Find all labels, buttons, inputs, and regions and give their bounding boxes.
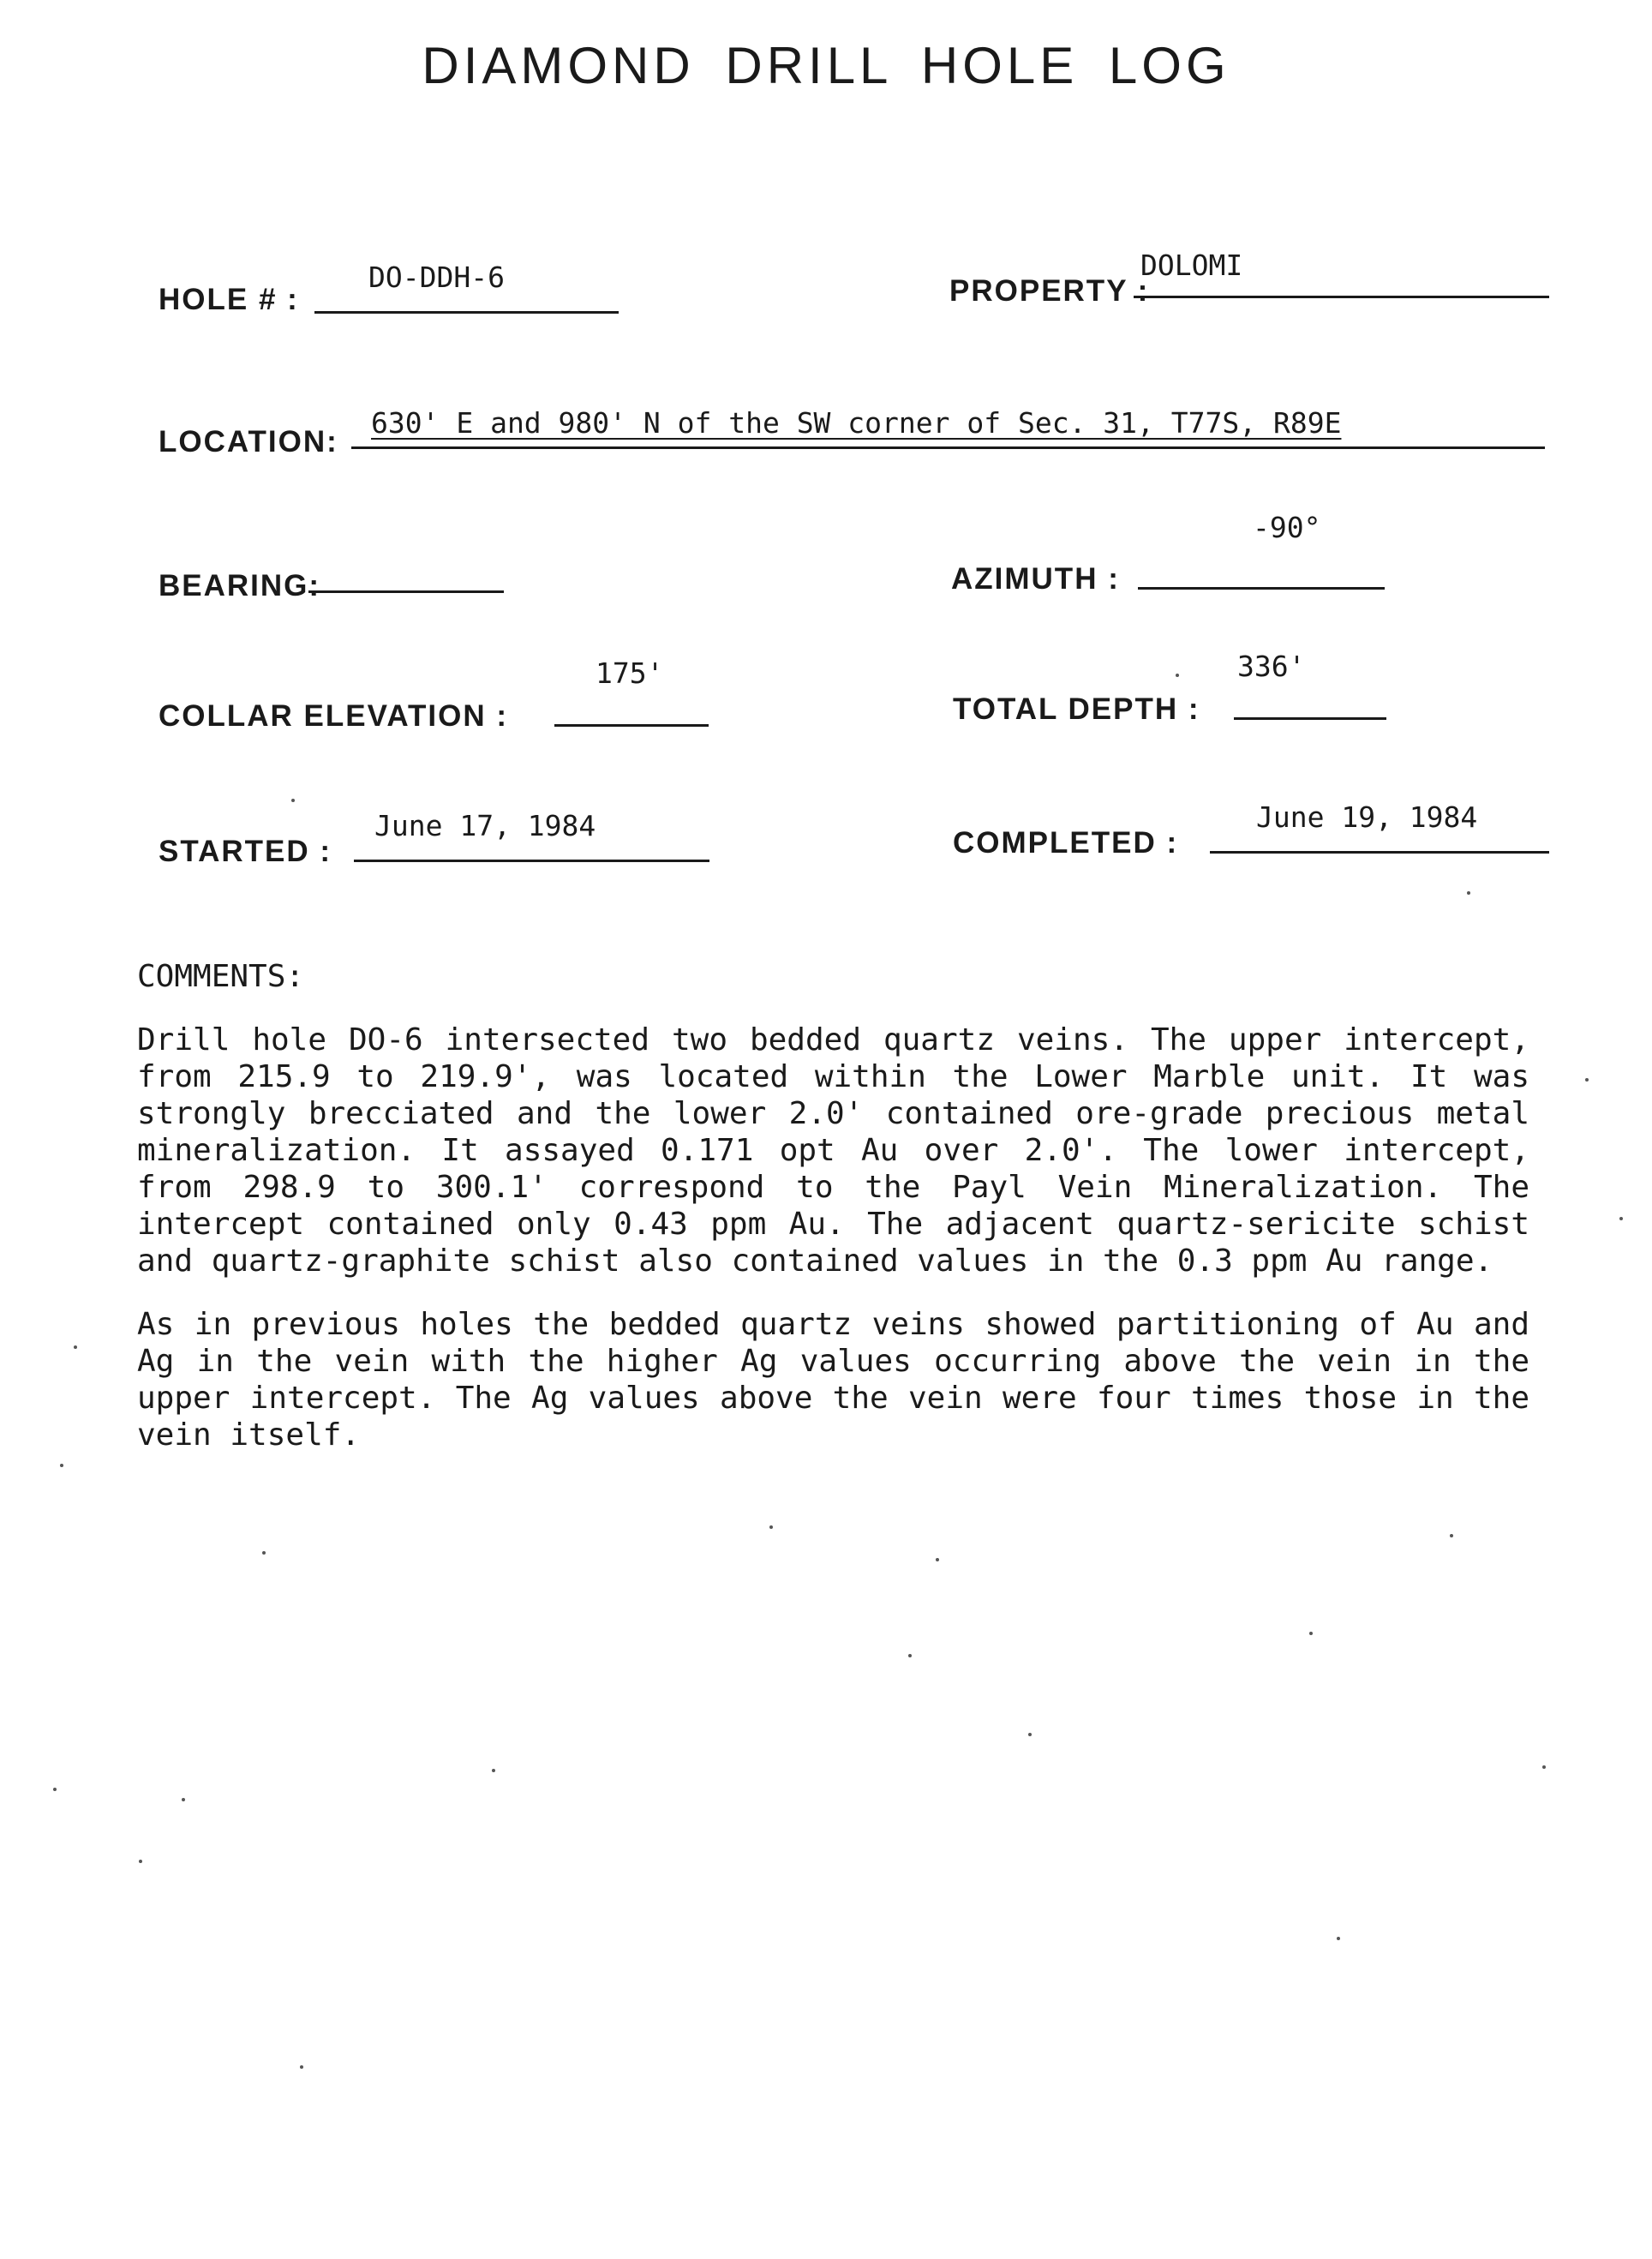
completed-label: COMPLETED :: [953, 826, 1179, 860]
total-depth-field: [953, 650, 1398, 727]
hole-number-underline: [314, 311, 619, 314]
started-value: June 17, 1984: [374, 809, 596, 842]
hole-number-field: [159, 261, 621, 317]
property-label: PROPERTY :: [949, 274, 1150, 308]
document-title: DIAMOND DRILL HOLE LOG: [422, 37, 1230, 94]
completed-value: June 19, 1984: [1256, 800, 1478, 834]
comments-paragraph-2: As in previous holes the bedded quartz veins showed partitioning of Au and Ag in the vein with the higher Ag values occurring above the vein in the upper intercept. The Ag values above the vein were four times those in the vein itself.: [137, 1307, 1529, 1453]
total-depth-value: 336': [1237, 650, 1306, 683]
total-depth-underline: [1234, 717, 1386, 720]
location-label: LOCATION:: [159, 425, 338, 458]
bearing-field: [159, 552, 518, 603]
collar-elevation-label: COLLAR ELEVATION :: [159, 699, 509, 733]
property-underline: [1134, 296, 1549, 298]
azimuth-label: AZIMUTH :: [951, 562, 1120, 596]
location-field: [159, 408, 1547, 459]
total-depth-label: TOTAL DEPTH :: [953, 692, 1200, 726]
collar-elevation-underline: [554, 724, 709, 727]
comments-paragraph-1: Drill hole DO-6 intersected two bedded quartz veins. The upper intercept, from 215.9 to 219.9', was located within the Lower Marble unit. It was strongly brecciated and the lower 2.0' contained ore-grade precious metal mineralization. It assayed 0.171 opt Au over 2.0'. The lower intercept, from 298.9 to 300.1' correspond to the Payl Vein Mineralization. The intercept contained only 0.43 ppm Au. The adjacent quartz-sericite schist and quartz-graphite schist also contained values in the 0.3 ppm Au range.: [137, 1022, 1529, 1279]
property-value: DOLOMI: [1140, 249, 1243, 282]
started-underline: [354, 860, 709, 862]
property-field: [949, 249, 1549, 309]
started-field: [159, 809, 715, 869]
completed-field: [953, 800, 1553, 860]
started-label: STARTED :: [159, 835, 332, 868]
bearing-label: BEARING:: [159, 569, 321, 602]
azimuth-underline: [1138, 587, 1385, 590]
azimuth-field: [951, 511, 1397, 596]
comments-heading: COMMENTS:: [137, 959, 305, 994]
hole-number-value: DO-DDH-6: [368, 261, 505, 294]
azimuth-value: -90°: [1253, 511, 1321, 544]
completed-underline: [1210, 851, 1549, 854]
collar-elevation-value: 175': [596, 656, 664, 690]
hole-number-label: HOLE # :: [159, 283, 299, 316]
location-value: 630' E and 980' N of the SW corner of Sec. 31, T77S, R89E: [371, 406, 1342, 440]
collar-elevation-field: [159, 656, 715, 734]
location-underline: [351, 446, 1545, 449]
bearing-underline: [308, 590, 504, 593]
